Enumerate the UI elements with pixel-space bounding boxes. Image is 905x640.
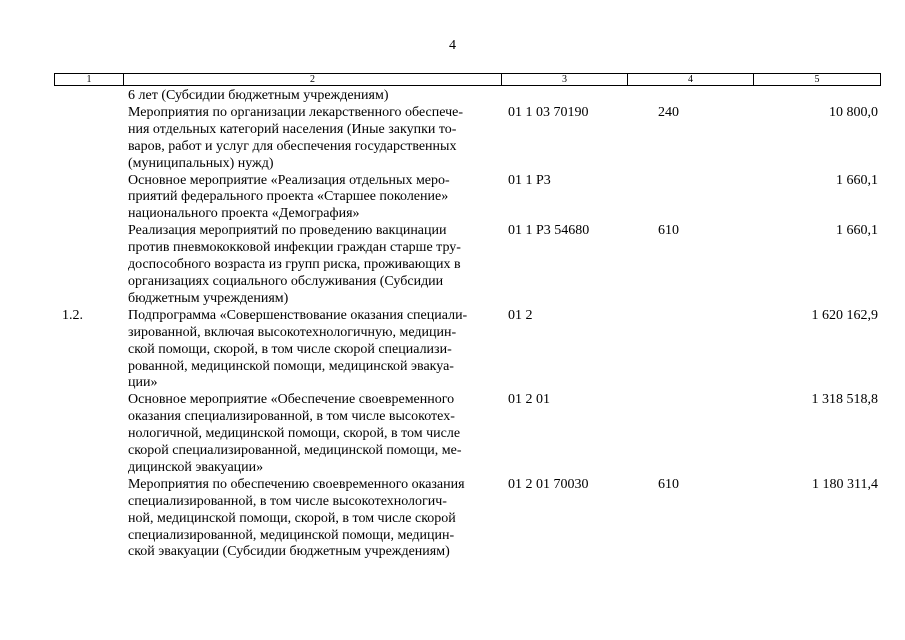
description-line: против пневмококковой инфекции граждан старше тру-: [128, 240, 461, 256]
table-row: [0, 223, 905, 308]
budget-code: 01 1 P3 54680: [508, 223, 590, 239]
amount: 1 660,1: [836, 223, 878, 239]
description-line: (муниципальных) нужд): [128, 155, 274, 171]
description-line: Подпрограмма «Совершенствование оказания специали-: [128, 307, 468, 323]
description-line: национального проекта «Демография»: [128, 206, 360, 222]
description-line: зированной, включая высокотехнологичную, медицин-: [128, 324, 457, 340]
description-line: бюджетным учреждениям): [128, 290, 289, 306]
column-header-5: 5: [754, 74, 881, 86]
description-line: скорой специализированной, медицинской помощи, ме-: [128, 443, 462, 459]
table-row: [0, 392, 905, 477]
budget-code: 01 1 03 70190: [508, 104, 589, 120]
table-row: [0, 173, 905, 224]
column-header-table: [54, 73, 881, 86]
amount: 1 180 311,4: [812, 476, 878, 492]
description-line: ской эвакуации (Субсидии бюджетным учреждениям): [128, 544, 450, 560]
budget-rows: [0, 88, 905, 561]
description-line: Реализация мероприятий по проведению вакцинации: [128, 223, 447, 239]
description-line: нологичной, медицинской помощи, скорой, в том числе: [128, 426, 461, 442]
column-header-3: 3: [502, 74, 628, 86]
row-description: [128, 173, 498, 224]
row-description: [128, 223, 498, 308]
description-line: ции»: [128, 375, 158, 391]
row-description: [128, 392, 498, 477]
budget-code: 01 2 01 70030: [508, 476, 589, 492]
amount: 10 800,0: [829, 104, 878, 120]
description-line: специализированной, в том числе высокотехнологич-: [128, 493, 447, 509]
expense-type: 610: [658, 223, 679, 239]
table-row: [0, 477, 905, 562]
budget-code: 01 2: [508, 307, 533, 323]
page-number: 4: [449, 38, 456, 53]
description-line: дицинской эвакуации»: [128, 459, 264, 475]
description-line: Основное мероприятие «Реализация отдельных меро-: [128, 172, 450, 188]
row-description: [128, 105, 498, 173]
budget-code: 01 1 P3: [508, 172, 551, 188]
description-line: Основное мероприятие «Обеспечение своевременного: [128, 392, 455, 408]
column-header-2: 2: [124, 74, 502, 86]
budget-code: 01 2 01: [508, 392, 550, 408]
description-line: доспособного возраста из групп риска, проживающих в: [128, 257, 461, 273]
description-line: 6 лет (Субсидии бюджетным учреждениям): [128, 88, 389, 103]
amount: 1 318 518,8: [811, 392, 878, 408]
table-row: [0, 105, 905, 173]
column-header-1: 1: [55, 74, 124, 86]
description-line: ной, медицинской помощи, скорой, в том числе скорой: [128, 510, 456, 526]
description-line: ния отдельных категорий населения (Иные закупки то-: [128, 121, 457, 137]
description-line: приятий федерального проекта «Старшее поколение»: [128, 189, 449, 205]
table-row: [0, 308, 905, 393]
table-row: [0, 88, 905, 105]
expense-type: 240: [658, 104, 679, 120]
expense-type: 610: [658, 476, 679, 492]
description-line: оказания специализированной, в том числе высокотех-: [128, 409, 455, 425]
amount: 1 660,1: [836, 172, 878, 188]
row-number: 1.2.: [62, 307, 83, 323]
description-line: специализированной, медицинской помощи, медицин-: [128, 527, 455, 543]
description-line: ской помощи, скорой, в том числе скорой специализи-: [128, 341, 452, 357]
row-description: [128, 88, 498, 105]
column-header-4: 4: [628, 74, 754, 86]
amount: 1 620 162,9: [811, 307, 878, 323]
description-line: варов, работ и услуг для обеспечения государственных: [128, 138, 457, 154]
description-line: Мероприятия по организации лекарственного обеспече-: [128, 104, 464, 120]
row-description: [128, 477, 498, 562]
description-line: организациях социального обслуживания (Субсидии: [128, 273, 444, 289]
column-header-row: [55, 74, 881, 86]
description-line: Мероприятия по обеспечению своевременного оказания: [128, 476, 465, 492]
row-description: [128, 308, 498, 393]
description-line: рованной, медицинской помощи, медицинской эвакуа-: [128, 358, 454, 374]
